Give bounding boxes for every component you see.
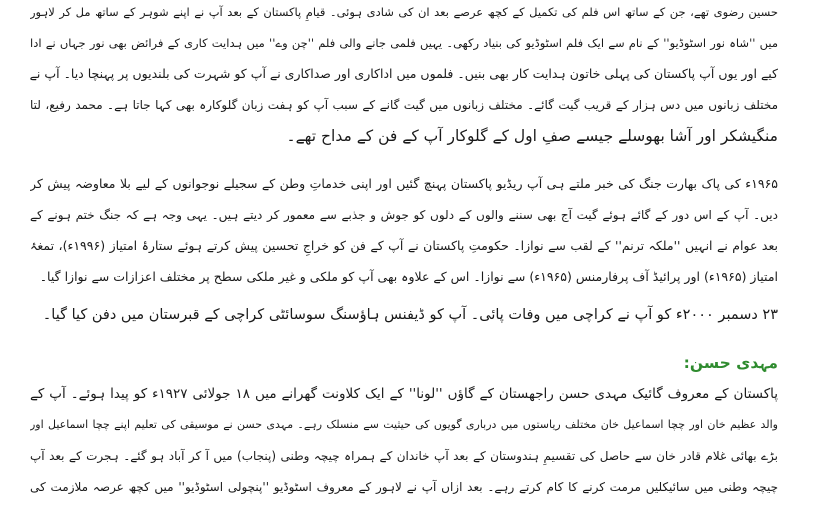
- paragraph-line: منگیشکر اور آشا بھوسلے جیسے صفِ اول کے گلوکار آپ کے فن کے مداح تھے۔: [286, 127, 778, 145]
- paragraph-line: بعد عوام نے انہیں ''ملکہ ترنم'' کے لقب سے نوازا۔ حکومتِ پاکستان نے آپ کے فن کو خراجِ تحسین پیش کرتے ہوئے ستارۂ امتیاز (۱۹۹۶ء)، تمغۂ: [30, 238, 778, 253]
- paragraph-line: ۱۹۶۵ء کی پاک بھارت جنگ کی خبر ملتے ہی آپ ریڈیو پاکستان پہنچ گئیں اور اپنی خدماتِ وطن کے سجیلے نوجوانوں کے لیے بلا معاوضہ پیش کر: [30, 176, 778, 191]
- section-heading: مہدی حسن:: [683, 354, 778, 372]
- paragraph-line: چیچہ وطنی میں سائیکلیں مرمت کرنے کا کام کرتے رہے۔ بعد ازاں آپ نے لاہور کے معروف اسٹوڈیو ''پنچولی اسٹوڈیو'' میں کچھ عرصہ ملازمت کی: [30, 480, 778, 494]
- paragraph-line: والد عظیم خان اور چچا اسماعیل خان مختلف ریاستوں میں درباری گویوں کی حیثیت سے منسلک رہے۔ مہدی حسن نے موسیقی کی تعلیم اپنے چچا اسماعیل اور: [30, 418, 778, 431]
- paragraph-line: دیں۔ آپ کے اس دور کے گائے ہوئے گیت آج بھی سننے والوں کے دلوں کو جوش و جذبے سے معمور کر دیتے ہیں۔ یہی وجہ ہے کہ جنگ ختم ہونے کے: [30, 208, 778, 222]
- paragraph-line: بڑے بھائی غلام قادر خان سے حاصل کی تقسیمِ ہندوستان کے بعد آپ خاندان کے ہمراہ چیچہ وطنی (پنجاب) میں آ کر آباد ہو گئے۔ ہجرت کے بعد آپ: [30, 449, 778, 463]
- paragraph-line: میں ''شاہ نور اسٹوڈیو'' کے نام سے ایک فلم اسٹوڈیو کی بنیاد رکھی۔ یہیں فلمی جانے والی فلم ''چن وے'' میں ہدایت کاری کے فرائض بھی نور جہاں نے ادا: [30, 36, 778, 50]
- paragraph-line: حسین رضوی تھے، جن کے ساتھ اس فلم کی تکمیل کے کچھ عرصے بعد ان کی شادی ہوئی۔ قیامِ پاکستان کے بعد آپ نے اپنے شوہر کے ساتھ مل کر لاہور: [30, 5, 778, 19]
- paragraph-line: ۲۳ دسمبر ۲۰۰۰ء کو آپ نے کراچی میں وفات پائی۔ آپ کو ڈیفنس ہاؤسنگ سوسائٹی کراچی کے قبرستان میں دفن کیا گیا۔: [42, 307, 778, 323]
- paragraph-line: امتیاز (۱۹۶۵ء) اور پرائیڈ آف پرفارمنس (۱۹۶۵ء) سے نوازا۔ اس کے علاوہ بھی آپ کو ملکی و غیر ملکی سطح پر مختلف اعزازات سے نوازا گیا۔: [39, 269, 778, 284]
- paragraph-line: کیے اور یوں آپ پاکستان کی پہلی خاتون ہدایت کار بھی بنیں۔ فلموں میں اداکاری اور صداکاری نے آپ کو شہرت کی بلندیوں پر پہنچا دیا۔ آپ نے: [30, 66, 778, 81]
- paragraph-line: مختلف زبانوں میں دس ہزار کے قریب گیت گائے۔ مختلف زبانوں میں گیت گانے کے سبب آپ کو ہفت زبان گلوکارہ بھی کہا جاتا ہے۔ محمد رفیع، لتا: [30, 98, 778, 112]
- paragraph-line: پاکستان کے معروف گائیک مہدی حسن راجھستان کے گاؤں ''لونا'' کے ایک کلاونت گھرانے میں ۱۸ جولائی ۱۹۲۷ء کو پیدا ہوئے۔ آپ کے: [30, 386, 778, 402]
